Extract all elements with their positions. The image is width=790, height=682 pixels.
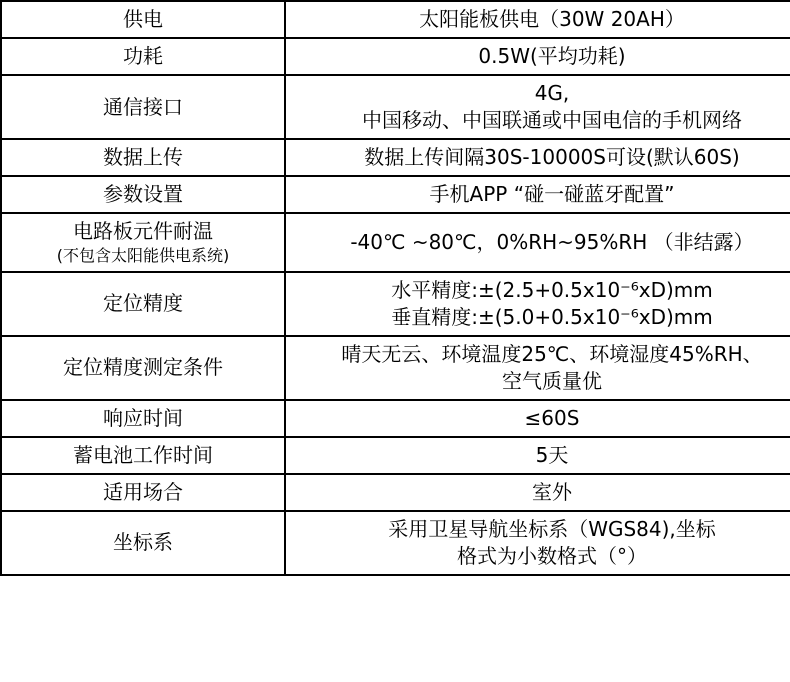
row-value-line: 4G,: [534, 81, 570, 105]
row-label-cell: [1, 176, 285, 213]
table-row: [1, 511, 790, 575]
row-value-line: 数据上传间隔30S-10000S可设(默认60S): [364, 145, 740, 169]
row-label: 供电: [123, 7, 163, 31]
row-label-cell: [1, 400, 285, 437]
table-row: [1, 474, 790, 511]
row-value-line: 晴天无云、环境温度25℃、环境湿度45%RH、: [341, 341, 763, 366]
table-row: [1, 272, 790, 336]
table-row: [1, 437, 790, 474]
row-value-line: 采用卫星导航坐标系（WGS84),坐标: [388, 516, 716, 541]
table-row: [1, 1, 790, 38]
row-label-cell: [1, 336, 285, 400]
row-label: 适用场合: [103, 479, 183, 504]
row-label-cell: [1, 38, 285, 75]
row-label: 蓄电池工作时间: [73, 442, 213, 467]
row-label: 功耗: [123, 44, 163, 68]
table-row: [1, 176, 790, 213]
row-label-cell: [1, 272, 285, 336]
row-value-line: 水平精度:±(2.5+0.5x10⁻⁶xD)mm: [391, 277, 713, 302]
table-row: [1, 213, 790, 272]
row-label: 数据上传: [103, 145, 183, 169]
row-value-cell: [285, 511, 790, 575]
row-value-cell: [285, 38, 790, 75]
row-label: 定位精度测定条件: [63, 355, 223, 380]
row-value-line: 室外: [532, 479, 572, 504]
row-label-sub: (不包含太阳能供电系统): [56, 246, 230, 265]
row-value-line: 垂直精度:±(5.0+0.5x10⁻⁶xD)mm: [391, 304, 713, 329]
row-label: 电路板元件耐温: [73, 219, 213, 243]
row-value-line: 太阳能板供电（30W 20AH）: [419, 7, 685, 31]
row-value-cell: [285, 336, 790, 400]
row-label-cell: [1, 1, 285, 38]
row-value-line: 手机APP “碰一碰蓝牙配置”: [429, 182, 675, 206]
table-row: [1, 38, 790, 75]
row-value-line: 0.5W(平均功耗): [478, 44, 626, 68]
row-label: 定位精度: [103, 291, 183, 316]
row-value-line: 空气质量优: [502, 368, 602, 393]
row-label-cell: [1, 437, 285, 474]
row-value-line: -40℃ ~80℃，0%RH~95%RH （非结露）: [350, 229, 754, 254]
row-label: 响应时间: [103, 405, 183, 430]
table-row: [1, 336, 790, 400]
row-value-cell: [285, 272, 790, 336]
row-value-cell: [285, 139, 790, 176]
row-label-cell: [1, 139, 285, 176]
row-label: 通信接口: [103, 94, 183, 119]
row-label-cell: [1, 213, 285, 272]
row-value-line: 5天: [535, 442, 569, 467]
table-body: [1, 1, 790, 575]
row-label-cell: [1, 474, 285, 511]
row-value-cell: [285, 75, 790, 139]
row-value-cell: [285, 400, 790, 437]
table-row: [1, 139, 790, 176]
row-value-line: 格式为小数格式（°）: [457, 543, 647, 568]
row-value-cell: [285, 176, 790, 213]
row-value-cell: [285, 1, 790, 38]
table-row: [1, 75, 790, 139]
row-label-cell: [1, 75, 285, 139]
row-value-cell: [285, 213, 790, 272]
row-label-cell: [1, 511, 285, 575]
row-value-cell: [285, 437, 790, 474]
row-value-cell: [285, 474, 790, 511]
row-label: 坐标系: [113, 530, 173, 555]
row-value-line: ≤60S: [524, 405, 580, 430]
table-row: [1, 400, 790, 437]
row-value-line: 中国移动、中国联通或中国电信的手机网络: [362, 108, 742, 132]
row-label: 参数设置: [103, 182, 183, 206]
